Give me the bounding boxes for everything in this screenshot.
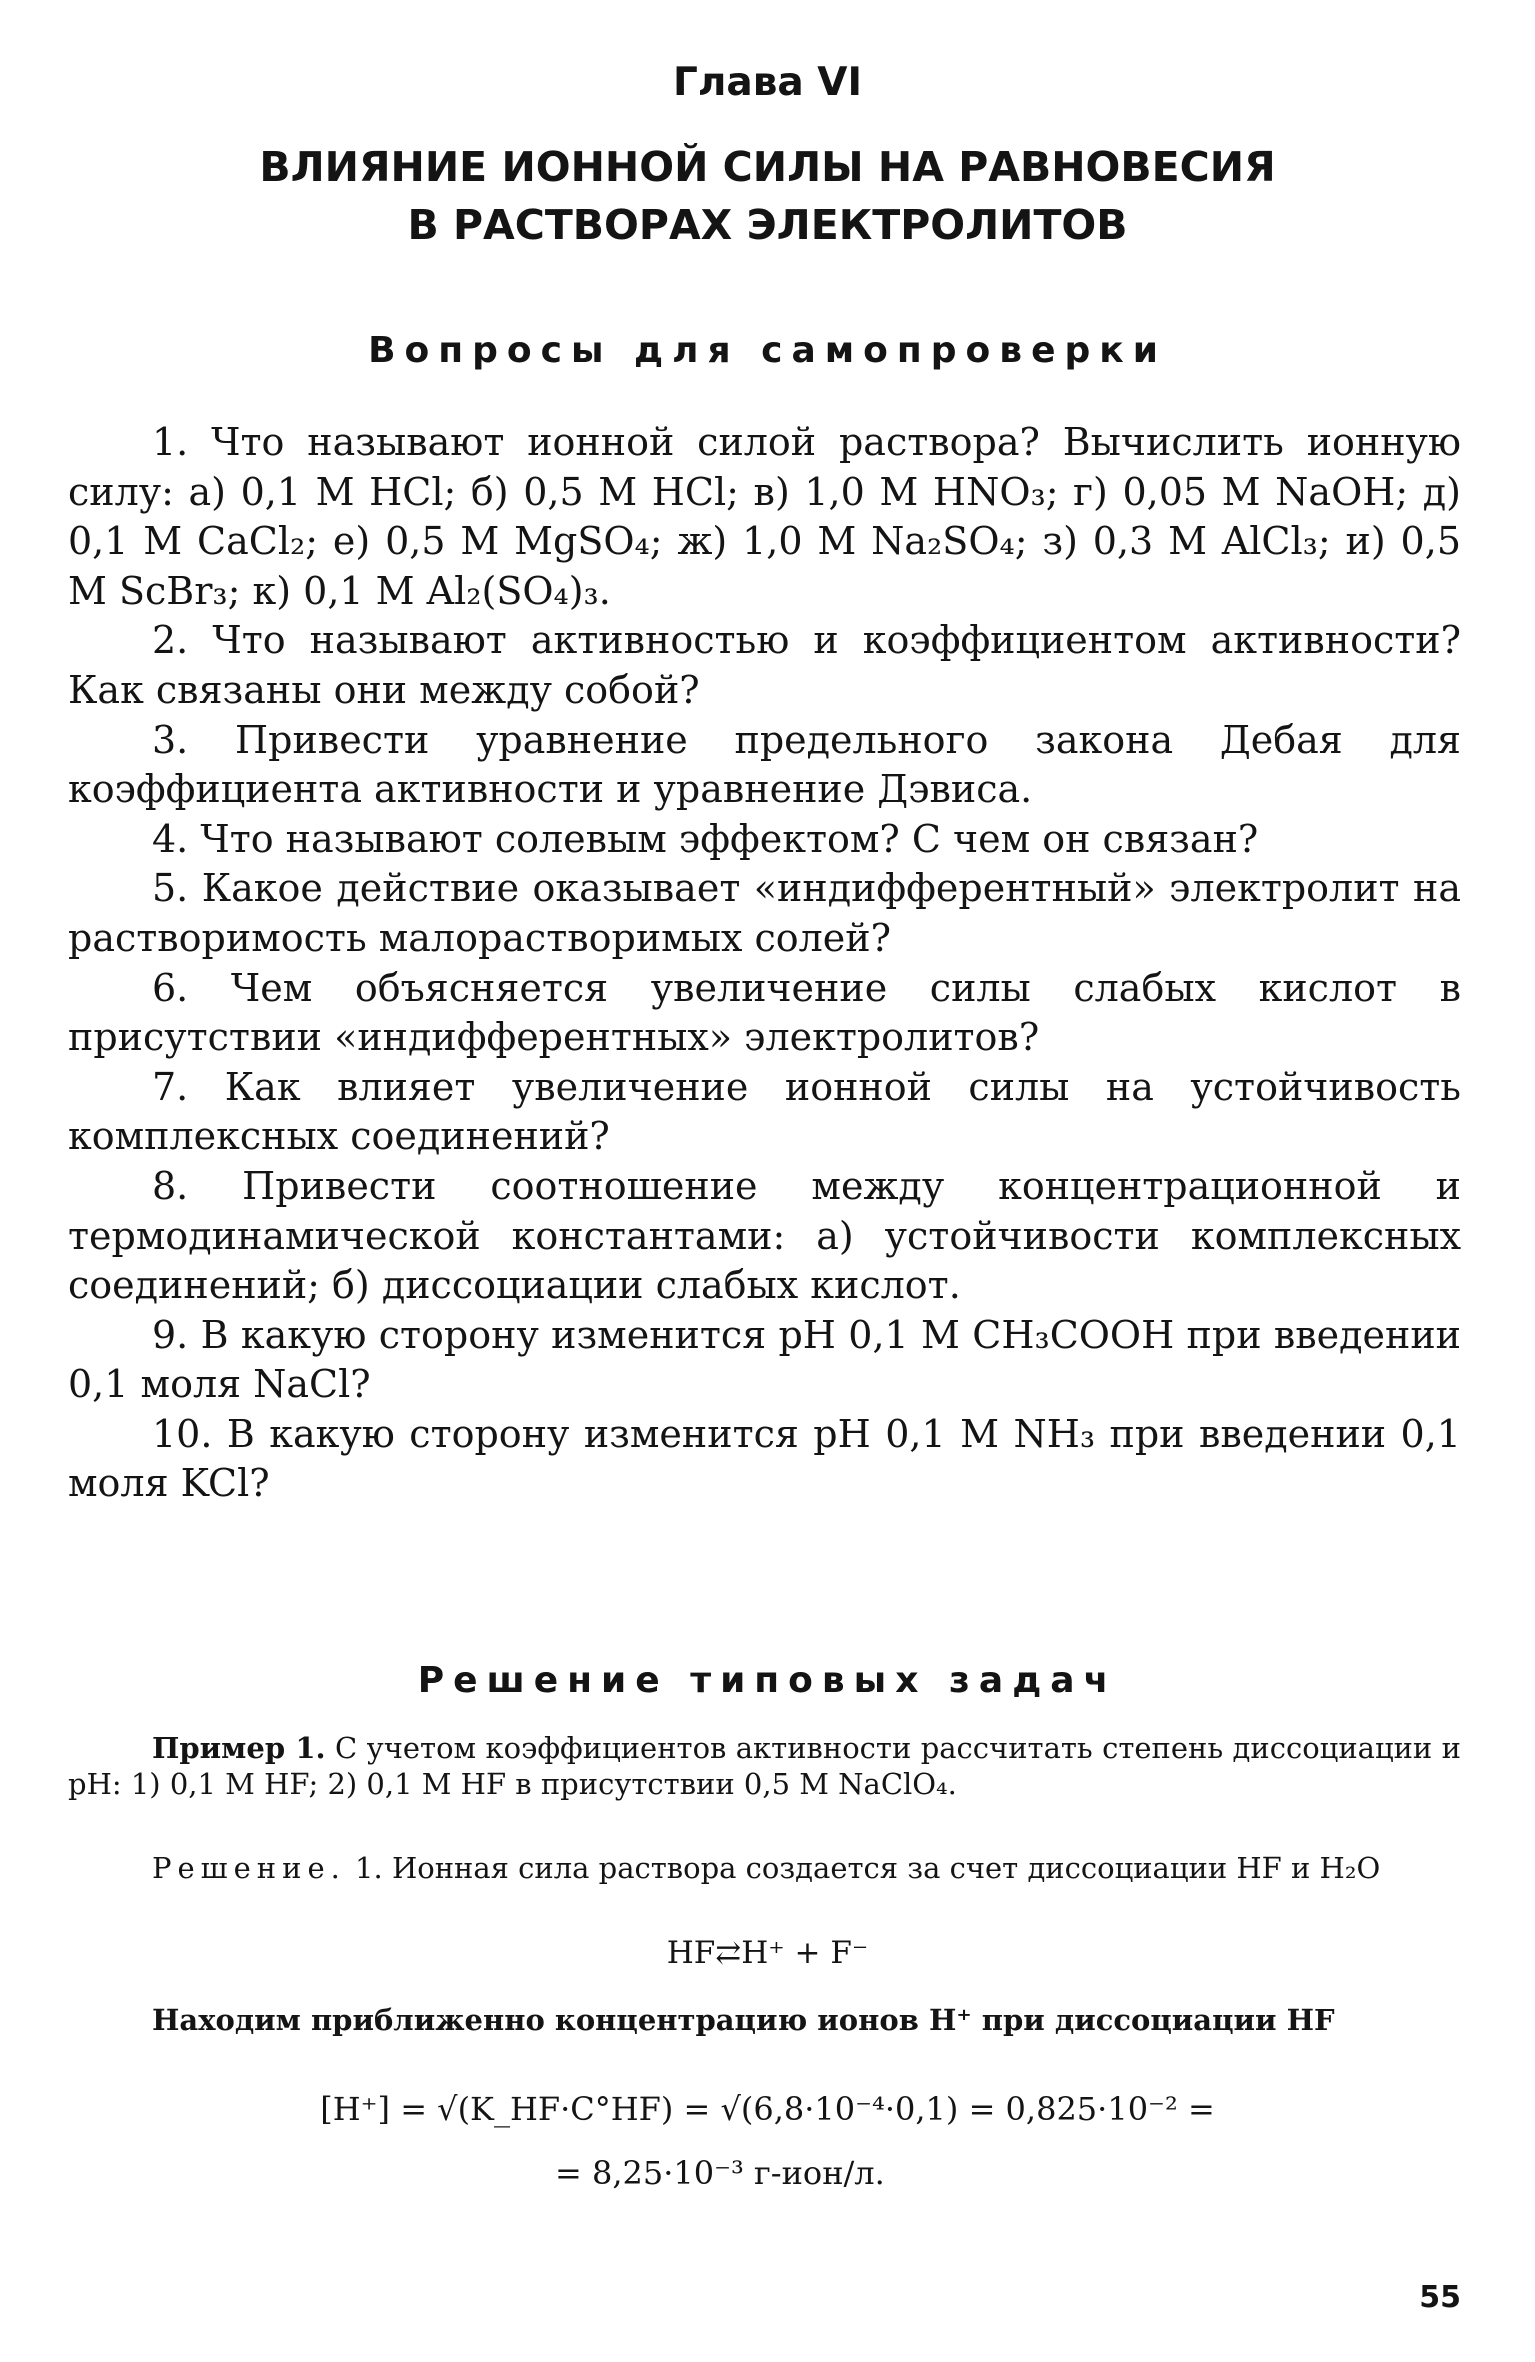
dissociation-equation: HF⇄H⁺ + F⁻ bbox=[666, 1935, 869, 1971]
question-4: 4. Что называют солевым эффектом? С чем он связан? bbox=[152, 816, 1259, 861]
example-1 bbox=[68, 1730, 1461, 1802]
page-number: 55 bbox=[1419, 2280, 1461, 2315]
chapter-title-line-2: В РАСТВОРАХ ЭЛЕКТРОЛИТОВ bbox=[407, 201, 1128, 249]
question-9: 9. В какую сторону изменится pH 0,1 М CH₃COOH при введении 0,1 моля NaCl? bbox=[68, 1312, 1461, 1407]
example-label: Пример 1. bbox=[152, 1731, 326, 1765]
question-7: 7. Как влияет увеличение ионной силы на устойчивость комплексных соединений? bbox=[68, 1064, 1461, 1159]
question-8: 8. Привести соотношение между концентрационной и термодинамической константами: а) устойчивости комплексных соединений; б) диссоциации слабых кислот. bbox=[68, 1163, 1461, 1308]
chapter-heading: Глава VI bbox=[672, 60, 862, 105]
solution-text: 1. Ионная сила раствора создается за счет диссоциации HF и H₂O bbox=[345, 1851, 1381, 1885]
section-heading-solutions: Решение типовых задач bbox=[417, 1660, 1118, 1701]
question-10: 10. В какую сторону изменится pH 0,1 М NH₃ при введении 0,1 моля KCl? bbox=[68, 1411, 1461, 1506]
question-6: 6. Чем объясняется увеличение силы слабых кислот в присутствии «индифферентных» электролитов? bbox=[68, 965, 1461, 1060]
solution-label: Решение. bbox=[152, 1851, 346, 1885]
questions-list bbox=[68, 418, 1461, 1509]
example-text: С учетом коэффициентов активности рассчитать степень диссоциации и pH: 1) 0,1 М HF; 2) 0,1 М HF в присутствии 0,5 М NaClO₄. bbox=[68, 1731, 1461, 1801]
formula-line-2: = 8,25·10⁻³ г-ион/л. bbox=[555, 2154, 885, 2192]
question-2: 2. Что называют активностью и коэффициентом активности? Как связаны они между собой? bbox=[68, 618, 1461, 712]
find-text-content: Находим приближенно концентрацию ионов H⁺ при диссоциации HF bbox=[152, 2003, 1335, 2037]
formula-line-1: [H⁺] = √(K_HF·C°HF) = √(6,8·10⁻⁴·0,1) = 0,825·10⁻² = bbox=[320, 2090, 1215, 2128]
question-3: 3. Привести уравнение предельного закона Дебая для коэффициента активности и уравнение Дэвиса. bbox=[68, 717, 1461, 812]
solution-1 bbox=[68, 1850, 1461, 1886]
question-5: 5. Какое действие оказывает «индифферентный» электролит на растворимость малорастворимых солей? bbox=[68, 866, 1461, 960]
question-1: 1. Что называют ионной силой раствора? Вычислить ионную силу: а) 0,1 М HCl; б) 0,5 М HCl; в) 1,0 М HNO₃; г) 0,05 М NaOH; д) 0,1 М CaCl₂; е) 0,5 М MgSO₄; ж) 1,0 М Na₂SO₄; з) 0,3 М AlCl₃; и) 0,5 М ScBr₃; к) 0,1 М Al₂(SO₄)₃. bbox=[68, 420, 1461, 613]
find-text bbox=[68, 2002, 1461, 2038]
section-heading-questions: Вопросы для самопроверки bbox=[368, 330, 1167, 371]
chapter-title bbox=[0, 138, 1535, 254]
chapter-title-line-1: ВЛИЯНИЕ ИОННОЙ СИЛЫ НА РАВНОВЕСИЯ bbox=[259, 143, 1276, 191]
